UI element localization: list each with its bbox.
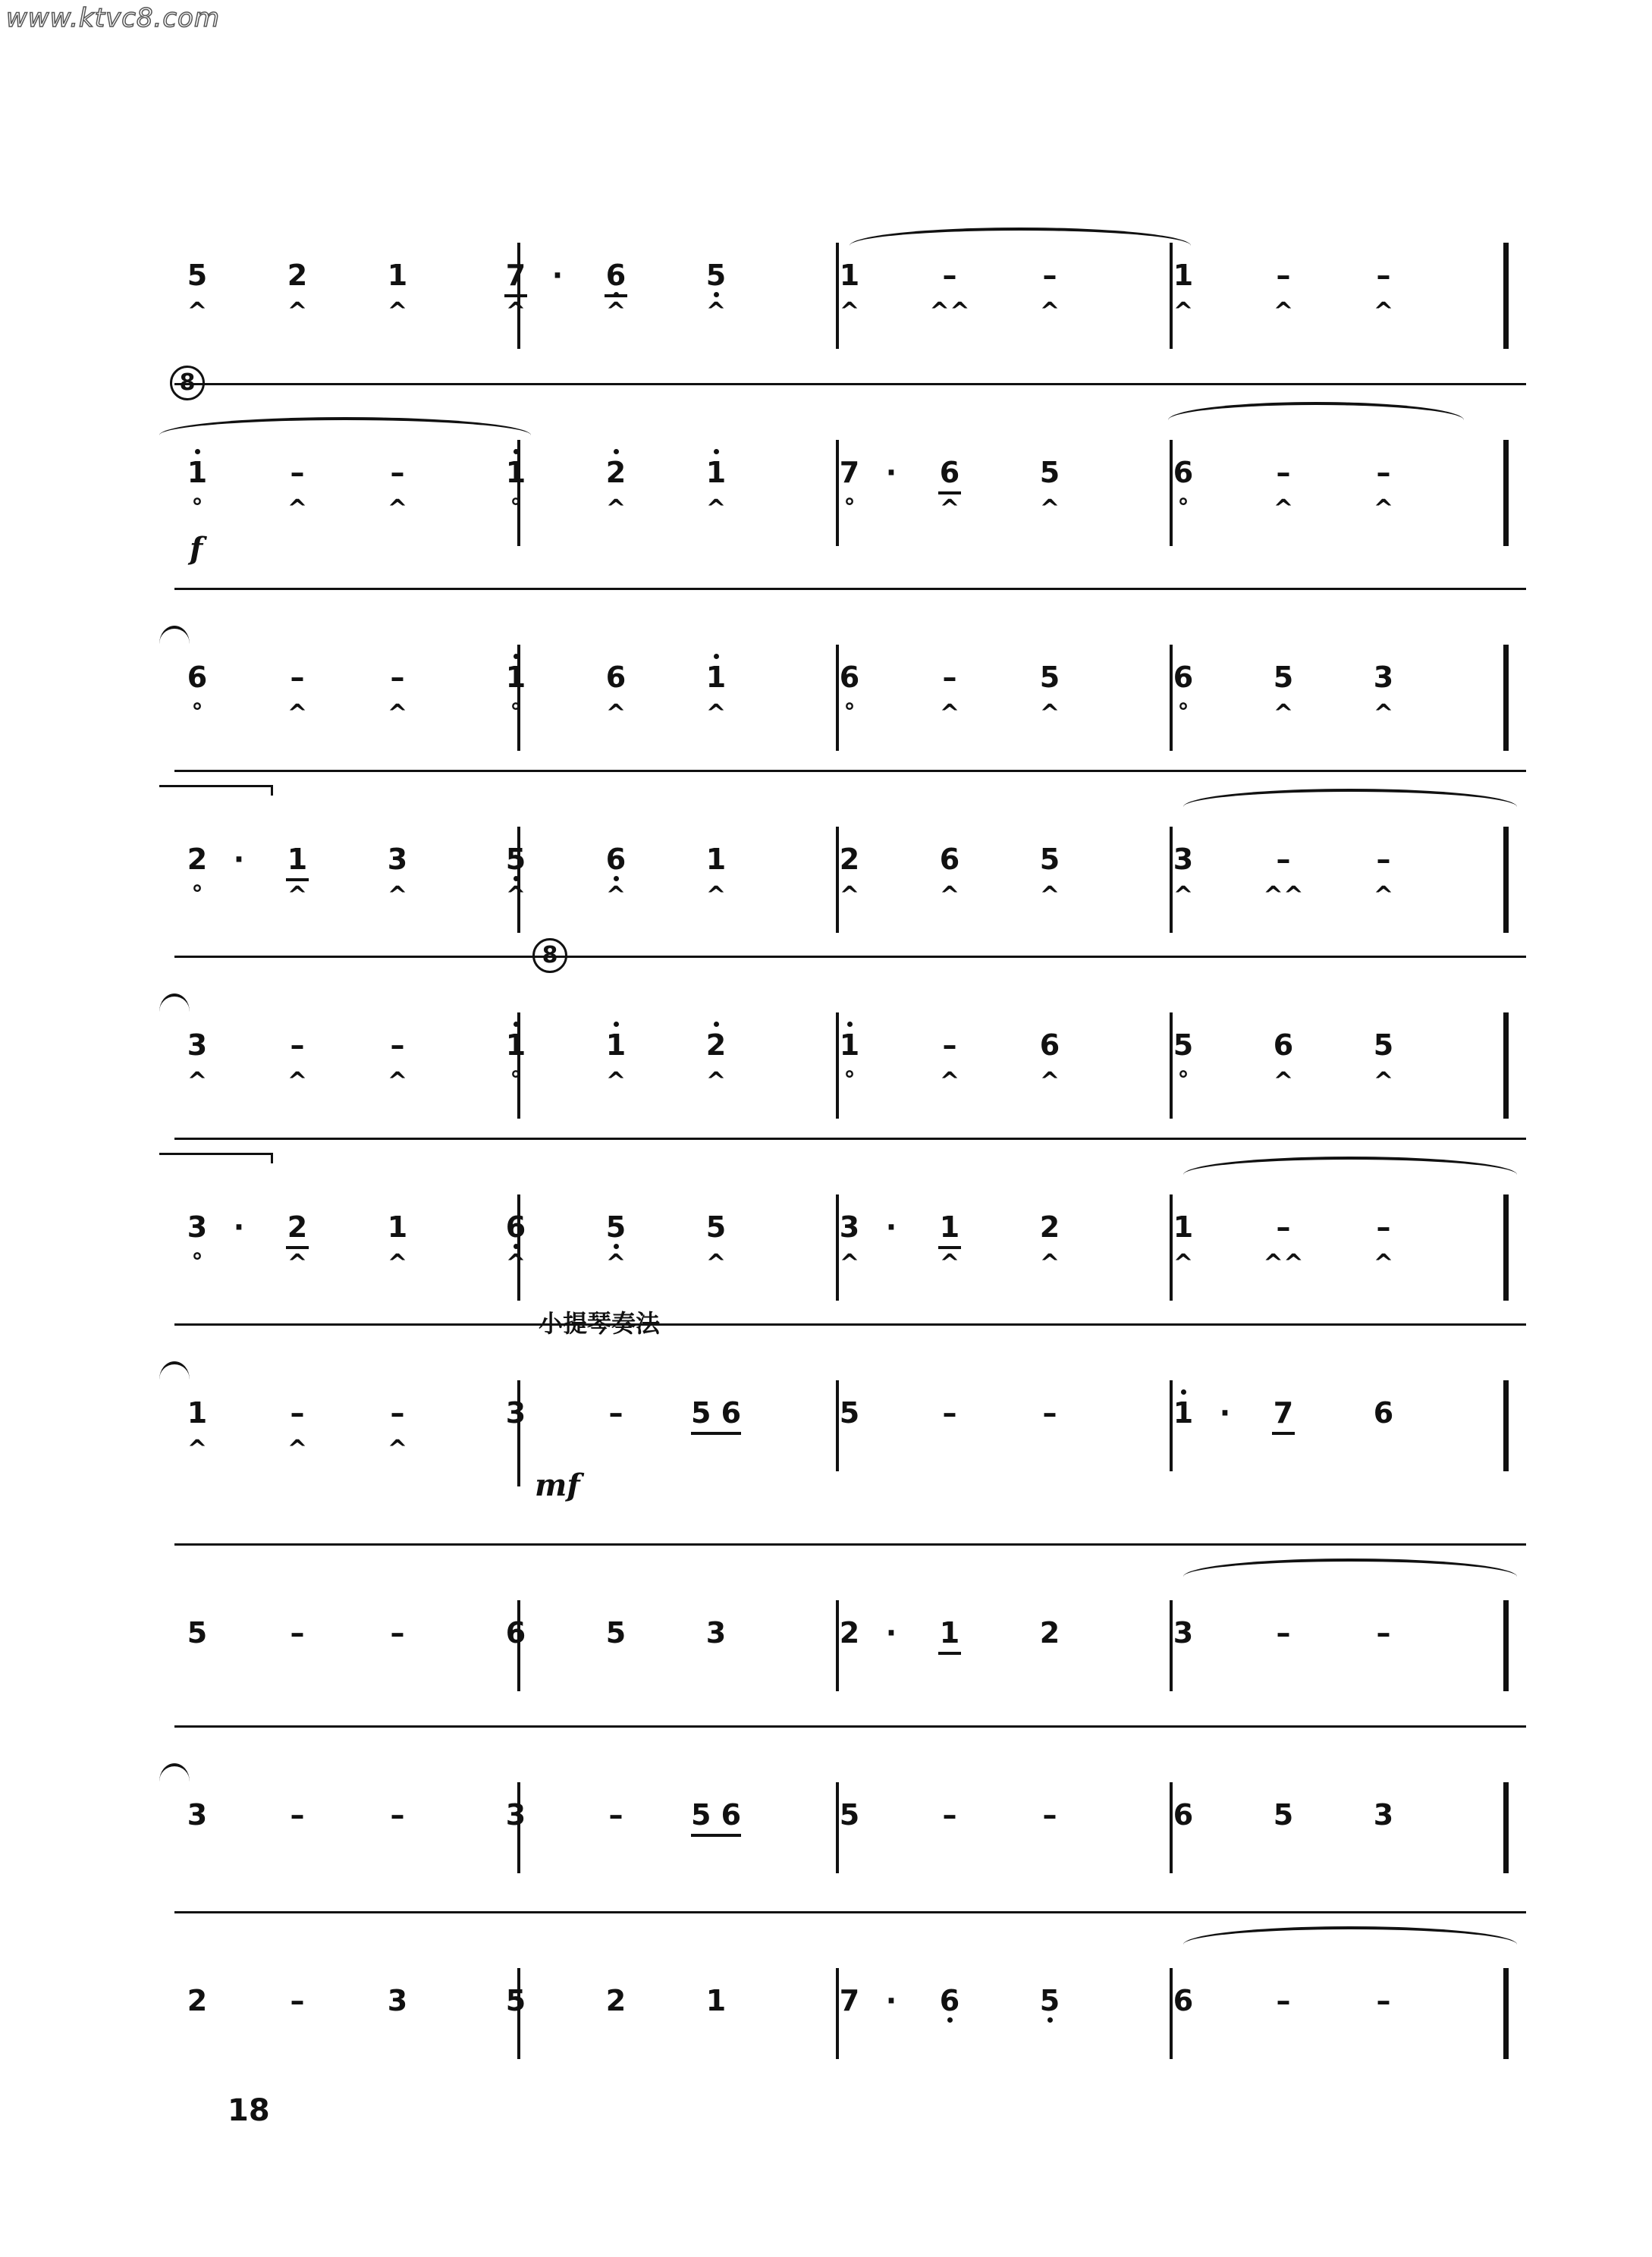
note: 6 [495,1210,536,1245]
note: 1 [495,660,536,695]
accent-mark: ^ [705,494,727,523]
note: 3 [387,843,408,876]
accent-mark: ^ [1173,297,1194,325]
note: 2 [605,1984,627,2017]
note: 7 [1263,1395,1304,1430]
accent-mark: ^ [1039,494,1060,523]
accent-mark: ^ [1039,881,1060,909]
accent-mark: ^ [939,698,960,727]
score-system [174,942,1526,1119]
note: 6 [1373,1396,1394,1430]
note: 5 [187,259,208,292]
accent-mark: ^ [1373,881,1394,909]
note: 5 6 [682,1395,750,1430]
note: 1 [929,1210,970,1245]
note: 5 [1273,661,1294,694]
accent-mark: ^ [287,494,308,523]
note: 3 [839,1210,860,1244]
score-system [174,1983,1526,2074]
barline [1503,1194,1509,1301]
accent-mark: ^ [705,881,727,909]
system-rule [174,956,1526,958]
note: 2 [1039,1616,1060,1650]
barline [1503,1380,1509,1471]
note: 2 [277,1210,318,1245]
slur [159,626,190,644]
note: 3 [705,1616,727,1650]
open-string-mark: ° [510,1067,522,1094]
slur [1168,402,1464,420]
accent-mark: ^ [705,297,727,325]
sustain-dash: – [1376,1210,1391,1244]
slur [1183,1926,1517,1945]
note: 2 [839,843,860,876]
accent-mark: ^ [1039,698,1060,727]
sustain-dash: – [942,259,957,292]
accent-mark: ^ [387,698,408,727]
note: 1 [929,1615,970,1650]
note: 2 [595,455,636,490]
note: 5 [1039,456,1060,489]
barline [1503,1012,1509,1119]
note: 1 [277,842,318,877]
sustain-dash: – [1376,843,1391,876]
barline [1503,1782,1509,1873]
accent-mark: ^ [287,881,308,909]
note: 6 [939,843,960,876]
accent-mark: ^ [939,1248,960,1277]
system-rule [174,1725,1526,1728]
accent-mark: ^ [705,1248,727,1277]
sustain-dash: – [1276,843,1291,876]
note: 6 [1273,1028,1294,1062]
score-system [174,1309,1526,1503]
augmentation-dot: · [885,456,897,489]
accent-mark: ^ [939,881,960,909]
note: 2 [696,1028,736,1063]
note: 3 [1173,843,1194,876]
accent-mark: ^ [605,494,627,523]
note: 5 6 [682,1797,750,1832]
note: 3 [1373,661,1394,694]
accent-mark: ^ [287,1066,308,1095]
sustain-dash: – [1376,1984,1391,2017]
note: 5 [839,1396,860,1430]
accent-mark: ^ [605,1066,627,1095]
score-system [174,369,1526,567]
sustain-dash: – [1276,1616,1291,1650]
accent-mark: ^ [387,297,408,325]
score-system [174,1210,1526,1301]
note: 5 [505,1984,526,2017]
note: 7 [839,1984,860,2017]
note: 6 [595,842,636,877]
score-system [174,1797,1526,1888]
sustain-dash: – [290,456,305,489]
accent-mark: ^ [1373,297,1394,325]
slur [159,1763,190,1781]
sustain-dash: – [390,1396,405,1430]
accent-mark: ^ [505,297,526,325]
system-rule [174,1323,1526,1326]
note: 5 [605,1616,627,1650]
note: 5 [839,1798,860,1832]
slur [1183,1157,1517,1175]
note: 6 [929,1983,970,2018]
sustain-dash: – [390,456,405,489]
accent-mark: ^ [387,1066,408,1095]
score-system [174,842,1526,933]
note: 1 [177,455,218,490]
open-string-mark: ° [843,494,856,521]
open-string-mark: ° [1177,1067,1189,1094]
accent-mark: ^ [1173,881,1194,909]
note: 3 [187,1028,208,1062]
note: 6 [1173,1798,1194,1832]
accent-mark: ^ [287,297,308,325]
accent-mark: ^ [1039,297,1060,325]
accent-mark: ^ [939,494,960,523]
note: 2 [187,1984,208,2017]
sustain-dash: – [1042,1396,1057,1430]
accent-mark: ^ [1273,494,1294,523]
note: 5 [1039,661,1060,694]
note: 1 [495,1028,536,1063]
accent-mark: ^ [187,1066,208,1095]
sustain-dash: – [1276,1984,1291,2017]
sustain-dash: – [608,1396,623,1430]
sustain-dash: – [942,1396,957,1430]
accent-mark: ^ [187,1434,208,1463]
sustain-dash: – [1042,259,1057,292]
note: 1 [839,259,860,292]
accent-mark: ^^ [1263,881,1304,909]
note: 5 [1039,843,1060,876]
sustain-dash: – [290,1984,305,2017]
note: 3 [187,1798,208,1832]
open-string-mark: ° [191,1249,203,1276]
note: 2 [839,1616,860,1650]
accent-mark: ^ [605,1248,627,1277]
barline [1503,440,1509,546]
augmentation-dot: · [233,1210,245,1244]
sustain-dash: – [942,661,957,694]
note: 6 [1173,661,1194,694]
accent-mark: ^ [1273,297,1294,325]
accent-mark: ^ [387,1248,408,1277]
slur [159,1361,190,1380]
open-string-mark: ° [191,494,203,521]
augmentation-dot: · [551,259,564,292]
accent-mark: ^ [605,698,627,727]
note: 6 [595,258,636,293]
note: 2 [187,843,208,876]
volta-bracket [159,1153,273,1155]
note: 5 [595,1210,636,1245]
barline [1503,243,1509,349]
note: 5 [1273,1798,1294,1832]
note: 5 [1373,1028,1394,1062]
accent-mark: ^ [1039,1248,1060,1277]
accent-mark: ^ [839,881,860,909]
note: 5 [1029,1983,1070,2018]
sustain-dash: – [290,1798,305,1832]
note: 3 [505,1798,526,1832]
accent-mark: ^ [505,1248,526,1277]
accent-mark: ^ [939,1066,960,1095]
sustain-dash: – [942,1028,957,1062]
barline [1503,645,1509,751]
dynamic-mark: mf [535,1468,580,1503]
sustain-dash: – [290,661,305,694]
accent-mark: ^ [1373,1248,1394,1277]
accent-mark: ^^ [1263,1248,1304,1277]
sustain-dash: – [290,1396,305,1430]
system-rule [174,1911,1526,1913]
note: 1 [387,1210,408,1244]
note: 2 [1039,1210,1060,1244]
rehearsal-mark: 8 [532,938,567,973]
note: 7 [495,258,536,293]
augmentation-dot: · [885,1210,897,1244]
volta-bracket [159,785,273,787]
open-string-mark: ° [191,699,203,726]
sustain-dash: – [390,1028,405,1062]
augmentation-dot: · [1219,1396,1231,1430]
augmentation-dot: · [233,843,245,876]
open-string-mark: ° [510,494,522,521]
accent-mark: ^ [387,1434,408,1463]
note: 1 [495,455,536,490]
note: 6 [1173,1984,1194,2017]
open-string-mark: ° [1177,494,1189,521]
note: 6 [1039,1028,1060,1062]
accent-mark: ^ [187,297,208,325]
accent-mark: ^ [605,881,627,909]
sustain-dash: – [1276,456,1291,489]
note: 5 [696,258,736,293]
note: 1 [1173,1210,1194,1244]
note: 6 [1173,456,1194,489]
accent-mark: ^ [1373,698,1394,727]
barline [1503,1600,1509,1691]
note: 5 [187,1616,208,1650]
accent-mark: ^ [705,698,727,727]
watermark: www.ktvc8.com [6,3,220,33]
note: 6 [929,455,970,490]
accent-mark: ^ [605,297,627,325]
note: 1 [705,843,727,876]
sustain-dash: – [608,1798,623,1832]
system-rule [174,770,1526,772]
sustain-dash: – [1376,456,1391,489]
augmentation-dot: · [885,1984,897,2017]
note: 1 [1163,1395,1204,1430]
note: 1 [696,660,736,695]
note: 6 [839,661,860,694]
dynamic-mark: f [190,531,203,567]
sustain-dash: – [1042,1798,1057,1832]
accent-mark: ^ [1039,1066,1060,1095]
accent-mark: ^ [1273,698,1294,727]
accent-mark: ^ [1273,1066,1294,1095]
note: 1 [187,1396,208,1430]
note: 1 [1173,259,1194,292]
page-number: 18 [228,2093,270,2128]
note: 1 [387,259,408,292]
note: 1 [696,455,736,490]
note: 1 [705,1984,727,2017]
accent-mark: ^ [387,881,408,909]
accent-mark: ^ [387,494,408,523]
note: 5 [1173,1028,1194,1062]
accent-mark: ^ [1373,1066,1394,1095]
note: 6 [605,661,627,694]
note: 2 [287,259,308,292]
note: 3 [505,1396,526,1430]
slur [1183,789,1517,807]
sustain-dash: – [290,1616,305,1650]
note: 1 [595,1028,636,1063]
accent-mark: ^ [287,698,308,727]
accent-mark: ^ [839,297,860,325]
open-string-mark: ° [843,699,856,726]
slur [159,417,531,435]
slur [850,228,1191,246]
note: 7 [839,456,860,489]
open-string-mark: ° [510,699,522,726]
system-rule [174,588,1526,590]
augmentation-dot: · [885,1616,897,1650]
sustain-dash: – [390,1616,405,1650]
system-rule [174,1138,1526,1140]
technique-label: 小提琴奏法 [539,1309,661,1338]
note: 3 [1173,1616,1194,1650]
note: 5 [495,842,536,877]
open-string-mark: ° [843,1067,856,1094]
open-string-mark: ° [191,881,203,908]
sustain-dash: – [1276,1210,1291,1244]
slur [159,994,190,1012]
accent-mark: ^ [1373,494,1394,523]
accent-mark: ^ [505,881,526,909]
accent-mark: ^^ [929,297,970,325]
sustain-dash: – [1276,259,1291,292]
rehearsal-mark: 8 [170,366,205,400]
note: 6 [505,1616,526,1650]
barline [1503,827,1509,933]
sustain-dash: – [942,1798,957,1832]
note: 3 [187,1210,208,1244]
score-system [174,660,1526,751]
slur [1183,1559,1517,1577]
sustain-dash: – [290,1028,305,1062]
accent-mark: ^ [839,1248,860,1277]
sustain-dash: – [1376,259,1391,292]
note: 6 [187,661,208,694]
sustain-dash: – [390,1798,405,1832]
accent-mark: ^ [705,1066,727,1095]
accent-mark: ^ [1173,1248,1194,1277]
system-rule [174,383,1526,385]
note: 3 [387,1984,408,2017]
note: 1 [829,1028,870,1063]
accent-mark: ^ [287,1434,308,1463]
system-rule [174,1543,1526,1546]
note: 3 [1373,1798,1394,1832]
sustain-dash: – [1376,1616,1391,1650]
barline [1503,1968,1509,2059]
open-string-mark: ° [1177,699,1189,726]
accent-mark: ^ [287,1248,308,1277]
score-system [174,1615,1526,1706]
note: 5 [705,1210,727,1244]
score-system [174,258,1526,349]
sustain-dash: – [390,661,405,694]
